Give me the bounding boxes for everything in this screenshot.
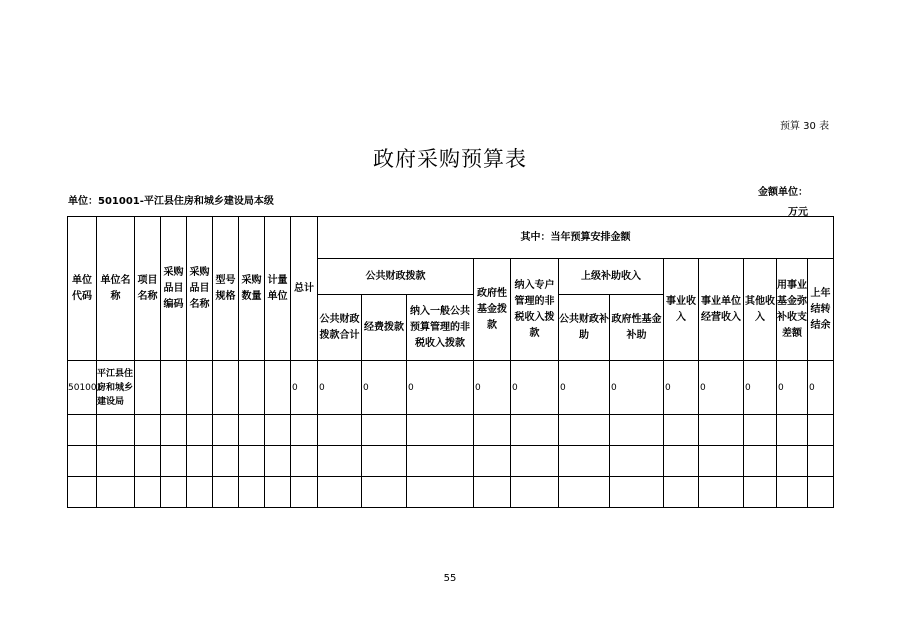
cell-gov-fund-subsidy: 0 (610, 361, 664, 415)
amount-unit-label: 金额单位：万元 (758, 187, 808, 218)
header-fund-supplement: 用事业基金弥补收支差额 (777, 259, 808, 361)
header-unit-name: 单位名称 (97, 217, 135, 361)
page-number: 55 (443, 573, 457, 584)
header-project-name: 项目名称 (135, 217, 161, 361)
cell-total: 0 (291, 361, 318, 415)
header-general-budget-nontax: 纳入一般公共预算管理的非税收入拨款 (407, 295, 474, 361)
header-row-1 (68, 217, 834, 259)
header-current-year-group: 其中：当年预算安排金额 (318, 217, 834, 259)
header-item-name: 采购品目名称 (187, 217, 213, 361)
header-gov-fund-subsidy: 政府性基金补助 (610, 295, 664, 361)
cell-prior-carryover: 0 (808, 361, 834, 415)
cell-spec (213, 361, 239, 415)
header-quantity: 采购数量 (239, 217, 265, 361)
header-spec: 型号规格 (213, 217, 239, 361)
cell-measure-unit (265, 361, 291, 415)
cell-unit-code: 501001 (68, 361, 97, 415)
table-number-label: 预算 30 表 (780, 121, 830, 132)
cell-quantity (239, 361, 265, 415)
cell-public-finance-total: 0 (318, 361, 362, 415)
empty-row (68, 477, 834, 508)
header-public-finance-subsidy: 公共财政补助 (559, 295, 610, 361)
cell-fund-supplement: 0 (777, 361, 808, 415)
cell-item-code (161, 361, 187, 415)
header-special-nontax: 纳入专户管理的非税收入拨款 (511, 259, 559, 361)
cell-operating-income: 0 (699, 361, 744, 415)
cell-item-name (187, 361, 213, 415)
unit-label: 单位：501001-平江县住房和城乡建设局本级 (68, 196, 274, 207)
cell-public-finance-subsidy: 0 (559, 361, 610, 415)
cell-business-income: 0 (664, 361, 699, 415)
header-business-income: 事业收入 (664, 259, 699, 361)
header-measure-unit: 计量单位 (265, 217, 291, 361)
header-item-code: 采购品目编码 (161, 217, 187, 361)
cell-gov-fund: 0 (474, 361, 511, 415)
header-total: 总计 (291, 217, 318, 361)
header-superior-subsidy: 上级补助收入 (559, 259, 664, 295)
header-other-income: 其他收入 (744, 259, 777, 361)
cell-unit-name: 平江县住房和城乡建设局 (97, 361, 135, 415)
cell-general-budget-nontax: 0 (407, 361, 474, 415)
cell-project-name (135, 361, 161, 415)
cell-expense-grant: 0 (362, 361, 407, 415)
procurement-budget-table (67, 216, 834, 508)
header-unit-code: 单位代码 (68, 217, 97, 361)
document-title: 政府采购预算表 (373, 147, 527, 171)
header-gov-fund: 政府性基金拨款 (474, 259, 511, 361)
table-row (68, 361, 834, 415)
empty-row (68, 446, 834, 477)
header-expense-grant: 经费拨款 (362, 295, 407, 361)
empty-row (68, 415, 834, 446)
header-public-finance-total: 公共财政拨款合计 (318, 295, 362, 361)
cell-other-income: 0 (744, 361, 777, 415)
header-prior-carryover: 上年结转结余 (808, 259, 834, 361)
header-public-finance: 公共财政拨款 (318, 259, 474, 295)
cell-special-nontax: 0 (511, 361, 559, 415)
header-operating-income: 事业单位经营收入 (699, 259, 744, 361)
